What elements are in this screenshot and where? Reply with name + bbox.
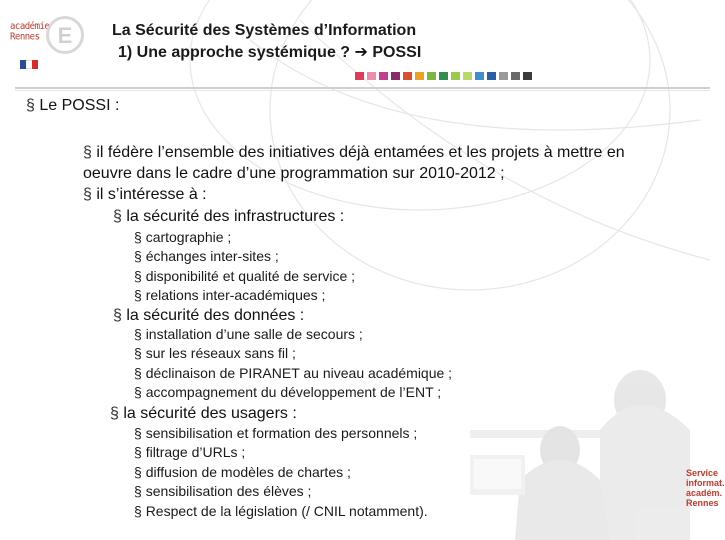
color-swatch <box>487 72 496 80</box>
list-item: § Respect de la législation (/ CNIL notamment). <box>134 502 428 519</box>
people-photo <box>470 370 690 540</box>
service-brand-logo: Service informat. académ. Rennes <box>686 468 725 508</box>
color-swatch <box>415 72 424 80</box>
list-item: § déclinaison de PIRANET au niveau académique ; <box>134 364 453 381</box>
section-items-usagers <box>134 424 428 521</box>
list-item: § disponibilité et qualité de service ; <box>134 267 356 284</box>
arrow-icon: ➔ <box>354 44 368 61</box>
color-swatch <box>367 72 376 80</box>
french-flag-icon <box>20 60 38 69</box>
bullet-icon: § <box>113 208 122 225</box>
title-line-2: 1) Une approche systémique ? ➔ POSSI <box>118 44 422 61</box>
bullet-icon: § <box>83 144 92 161</box>
color-swatch <box>379 72 388 80</box>
list-item: § relations inter-académiques ; <box>134 287 326 304</box>
list-item: § installation d’une salle de secours ; <box>134 326 363 342</box>
academie-rennes-logo <box>8 12 78 70</box>
color-swatch <box>451 72 460 80</box>
color-swatch <box>391 72 400 80</box>
list-item: § sur les réseaux sans fil ; <box>134 345 296 362</box>
list-item: § échanges inter-sites ; <box>134 248 279 265</box>
e-circle-icon: E <box>46 16 84 54</box>
academie-logo-text: académie Rennes <box>10 21 50 43</box>
bullet-icon: § <box>110 405 119 422</box>
list-item: § sensibilisation et formation des personnels ; <box>134 425 418 441</box>
bullet-icon: § <box>83 186 92 203</box>
list-item: § sensibilisation des élèves ; <box>134 483 312 500</box>
level0-bullet-possi: § Le POSSI : <box>26 97 120 114</box>
list-item: § cartographie ; <box>134 229 232 245</box>
color-swatch <box>403 72 412 80</box>
bullet-icon: § <box>113 307 122 324</box>
bullet-icon: § <box>26 97 35 114</box>
color-swatch <box>427 72 436 80</box>
color-strip <box>355 72 532 80</box>
section-items-infrastructures <box>134 228 355 306</box>
list-item: § accompagnement du développement de l’ENT ; <box>134 384 442 401</box>
title-divider <box>15 87 710 89</box>
color-swatch <box>355 72 364 80</box>
color-swatch <box>523 72 532 80</box>
section-heading-infrastructures: § la sécurité des infrastructures : <box>113 208 345 225</box>
section-heading-usagers: § la sécurité des usagers : <box>110 405 297 422</box>
color-swatch <box>511 72 520 80</box>
section-heading-donnees: § la sécurité des données : <box>113 307 305 324</box>
color-swatch <box>475 72 484 80</box>
list-item: § filtrage d’URLs ; <box>134 444 246 461</box>
title-line-1: La Sécurité des Systèmes d’Information <box>112 22 417 39</box>
intro-paragraph: § il fédère l’ensemble des initiatives déjà entamées et les projets à mettre en oeuvre dans le cadre d’une programmation sur 2010-2012 ; § il s’intéresse à : <box>83 144 625 203</box>
color-swatch <box>439 72 448 80</box>
color-swatch <box>499 72 508 80</box>
color-swatch <box>463 72 472 80</box>
section-items-donnees <box>134 325 452 403</box>
list-item: § diffusion de modèles de chartes ; <box>134 463 351 480</box>
slide-title <box>112 20 421 64</box>
